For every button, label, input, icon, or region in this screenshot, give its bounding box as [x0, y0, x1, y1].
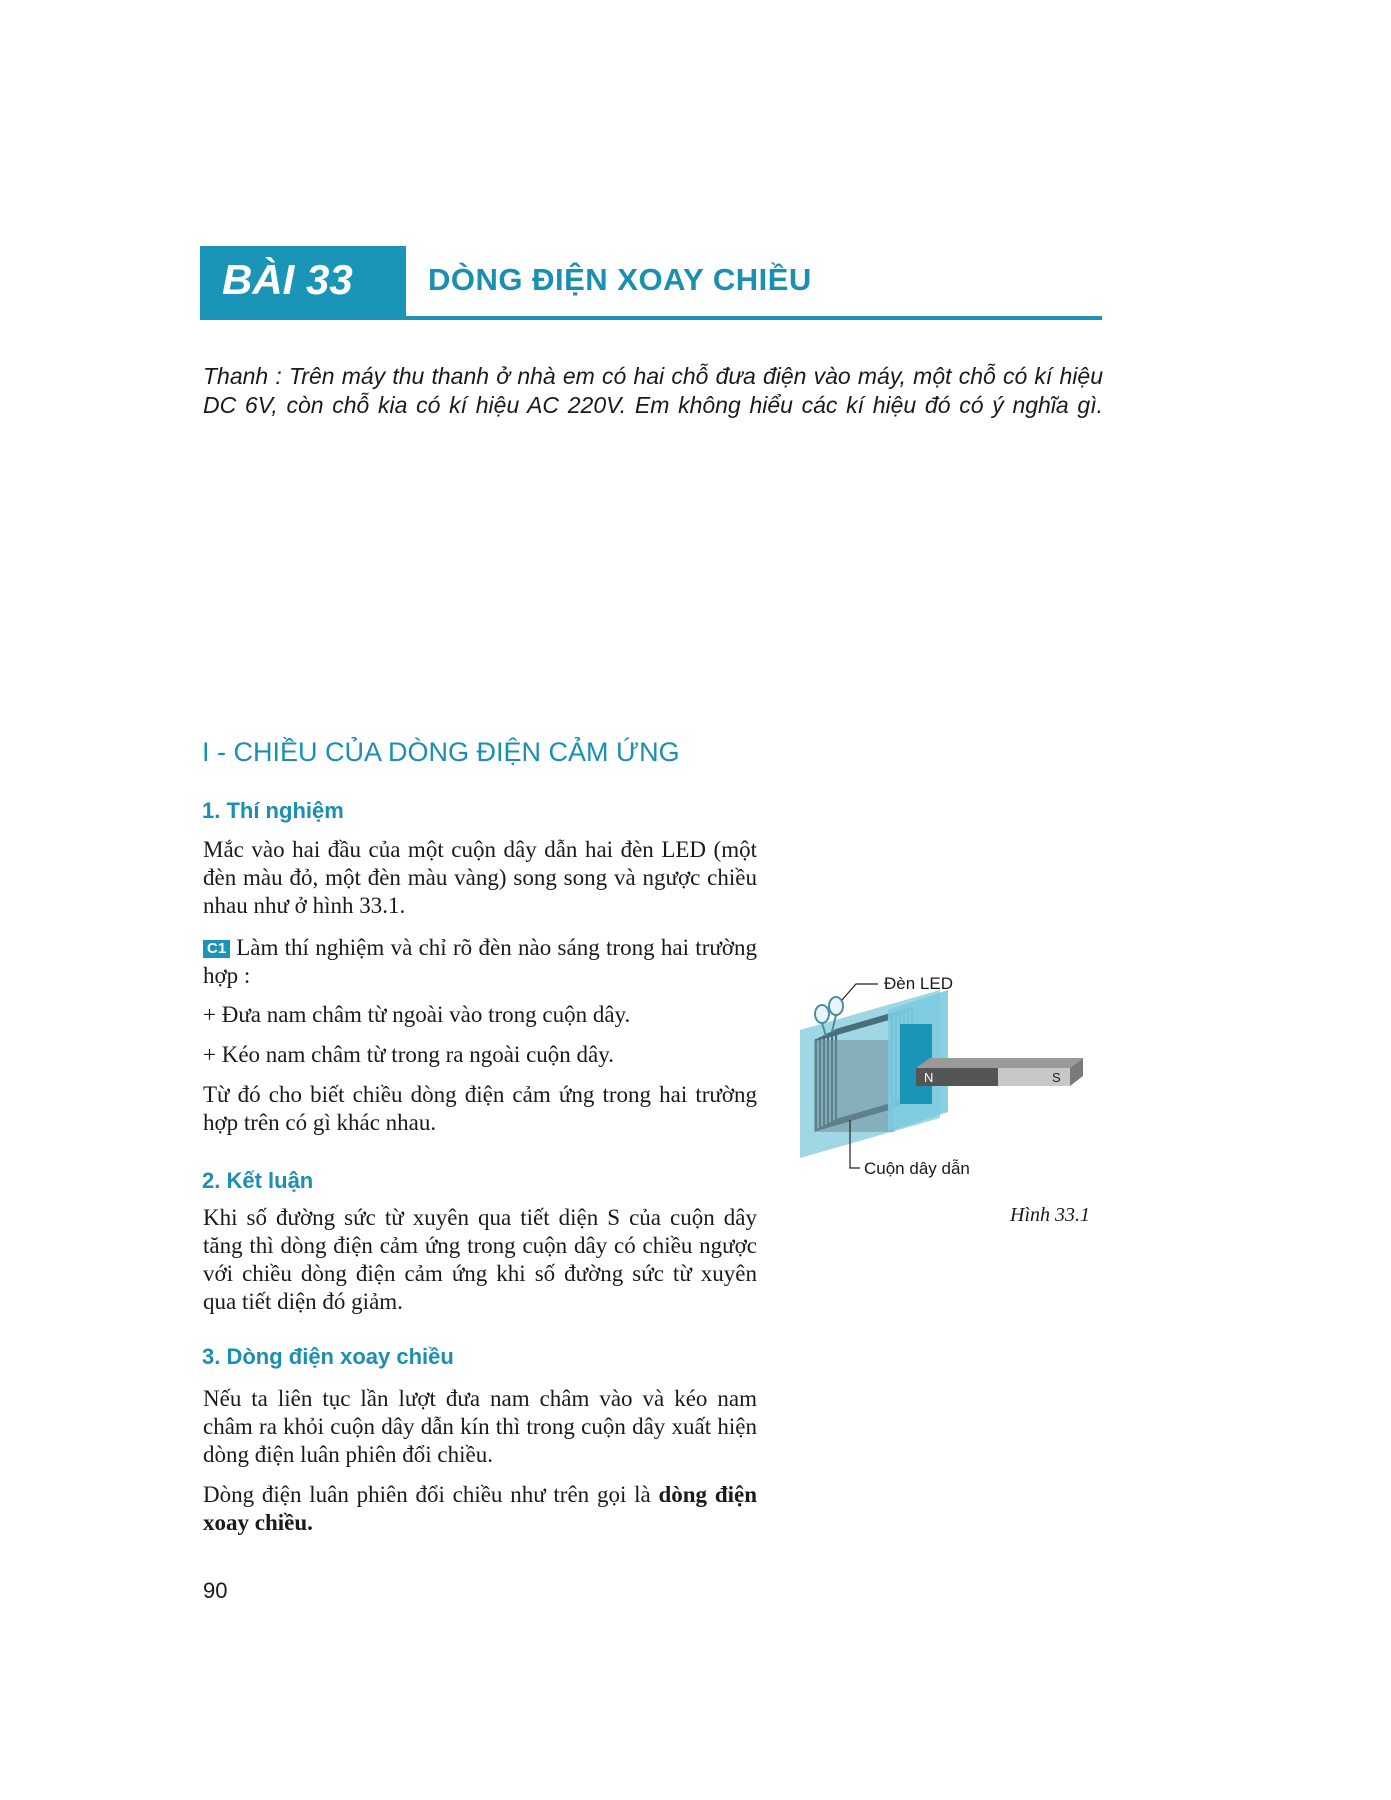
ac-definition-term: dòng điện xoay chiều. — [203, 1482, 757, 1535]
header-rule — [200, 316, 1102, 320]
bullet-insert-magnet: + Đưa nam châm từ ngoài vào trong cuộn dây. — [203, 1002, 631, 1027]
lesson-number: BÀI 33 — [222, 256, 353, 303]
coil-magnet-illustration — [800, 970, 1110, 1190]
subheading-conclusion: 2. Kết luận — [202, 1168, 314, 1193]
bullet-remove-magnet: + Kéo nam châm từ trong ra ngoài cuộn dây. — [203, 1042, 614, 1067]
page-number: 90 — [203, 1578, 228, 1603]
c1-badge: C1 — [203, 940, 230, 958]
c1-text: Làm thí nghiệm và chỉ rõ đèn nào sáng trong hai trường hợp : — [203, 935, 757, 988]
subheading-ac-current: 3. Dòng điện xoay chiều — [202, 1344, 454, 1369]
paragraph-compare: Từ đó cho biết chiều dòng điện cảm ứng trong hai trường hợp trên có gì khác nhau. — [203, 1082, 757, 1135]
magnet-s-label: S — [1052, 1070, 1061, 1085]
paragraph-setup: Mắc vào hai đầu của một cuộn dây dẫn hai đèn LED (một đèn màu đỏ, một đèn màu vàng) song song và ngược chiều nhau như ở hình 33.1. — [203, 837, 757, 918]
paragraph-ac-2 — [203, 1481, 757, 1537]
lesson-header — [200, 246, 1102, 320]
subheading-experiment: 1. Thí nghiệm — [202, 798, 344, 823]
paragraph-ac-1: Nếu ta liên tục lần lượt đưa nam châm vào và kéo nam châm ra khỏi cuộn dây dẫn kín thì trong cuộn dây xuất hiện dòng điện luân phiên đổi chiều. — [203, 1386, 757, 1467]
led-label: Đèn LED — [884, 974, 953, 993]
figure-33-1 — [800, 970, 1110, 1190]
paragraph-conclusion: Khi số đường sức từ xuyên qua tiết diện S của cuộn dây tăng thì dòng điện cảm ứng trong cuộn dây có chiều ngược với chiều dòng điện cảm ứng khi số đường sức từ xuyên qua tiết diện đó giảm. — [203, 1205, 757, 1314]
question-c1 — [203, 934, 757, 990]
lesson-title: DÒNG ĐIỆN XOAY CHIỀU — [428, 262, 812, 297]
figure-caption: Hình 33.1 — [1010, 1204, 1090, 1226]
ac-definition-text: Dòng điện luân phiên đổi chiều như trên gọi là — [203, 1482, 659, 1507]
lesson-number-box — [200, 246, 406, 320]
coil-label: Cuộn dây dẫn — [864, 1159, 970, 1178]
magnet-n-label: N — [924, 1070, 934, 1085]
intro-dialogue: Thanh : Trên máy thu thanh ở nhà em có hai chỗ đưa điện vào máy, một chỗ có kí hiệu DC 6V, còn chỗ kia có kí hiệu AC 220V. Em không hiểu các kí hiệu đó có ý nghĩa gì. — [203, 363, 1103, 418]
section-heading: I - CHIỀU CỦA DÒNG ĐIỆN CẢM ỨNG — [202, 737, 680, 767]
